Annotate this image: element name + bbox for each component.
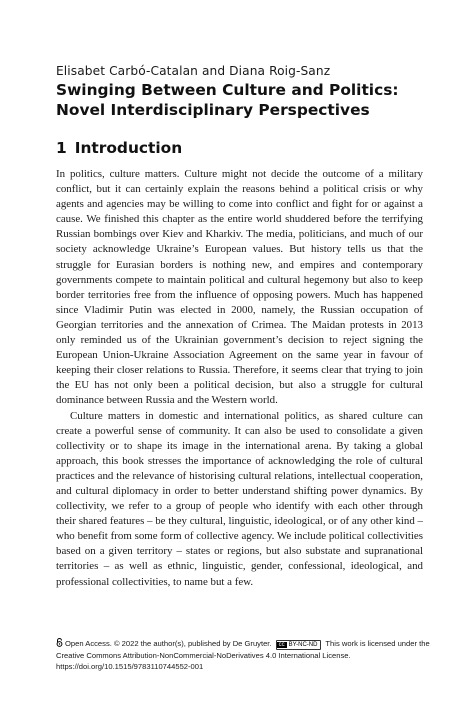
body-text [56,167,423,590]
chapter-title: Swinging Between Culture and Politics: Novel Interdisciplinary Perspectives [56,81,399,119]
chapter-authors: Elisabet Carbó-Catalan and Diana Roig-Sanz [56,64,331,78]
license-footer [56,638,436,672]
paragraph: In politics, culture matters. Culture might not decide the outcome of a military conflict, but it can certainly explain the reasons behind a political crisis or why agents and agencies may be willing to come into conflict and fight for or against a cause. We finished this chapter as the entire world shuddered before the terrifying Russian bombings over Kiev and Kharkiv. The media, politicians, and much of our society acknowledge Ukraine’s European values. But history tells us that the struggle for Eurasian borders is nothing new, and empires and contemporary governments compete to maintain political and cultural hegemony but also to keep border territories free from the influence of opposing powers. Much has happened since Vladimir Putin was elected in 2000, namely, the Russian occupation of Georgian territories and the annexation of Crimea. The Maidan protests in 2013 only reminded us of the Ukrainian government’s decision to reject signing the European Union-Ukraine Association Agreement on the same year in favour of keeping their closer relations to Russia. Therefore, it seems clear that trying to join the EU has not only been a political decision, but also a struggle for cultural dominance between Russia and the Western world. [56,168,423,407]
open-access-text: Open Access. © 2022 the author(s), published by De Gruyter. [65,639,272,648]
cc-license-badge [276,640,322,650]
license-text: This work is licensed under the Creative Commons Attribution-NonCommercial-NoDerivatives 4.0 International License. [56,639,430,660]
section-number: 1 [56,139,67,157]
section-heading [56,139,436,157]
section-title: Introduction [74,139,183,157]
doi-link[interactable]: https://doi.org/10.1515/9783110744552-001 [56,662,204,671]
paragraph: Culture matters in domestic and international politics, as shared culture can create a powerful sense of community. It can also be used to consolidate a given collectivity or to shape its image in the international arena. By taking a global approach, this book stresses the importance of acknowledging the role of cultural practices and the relevance of historising cultural relations, intellectual cooperation, and cultural diplomacy in order to better understand shifting power dynamics. By collectivity, we refer to a group of people who identify with each other through their shared features – be they cultural, linguistic, ideological, or of any other kind – who benefit from some form of collective agency. We include political collectivities based on a given territory – states or regions, but also substate and supranational territories – as well as ethnic, linguistic, gender, confessional, ideological, and professional collectivities, to name but a few. [56,409,423,588]
cc-badge-text: BY-NC-ND [288,642,318,648]
cc-logo: cc [278,642,285,648]
open-access-icon [56,638,63,647]
